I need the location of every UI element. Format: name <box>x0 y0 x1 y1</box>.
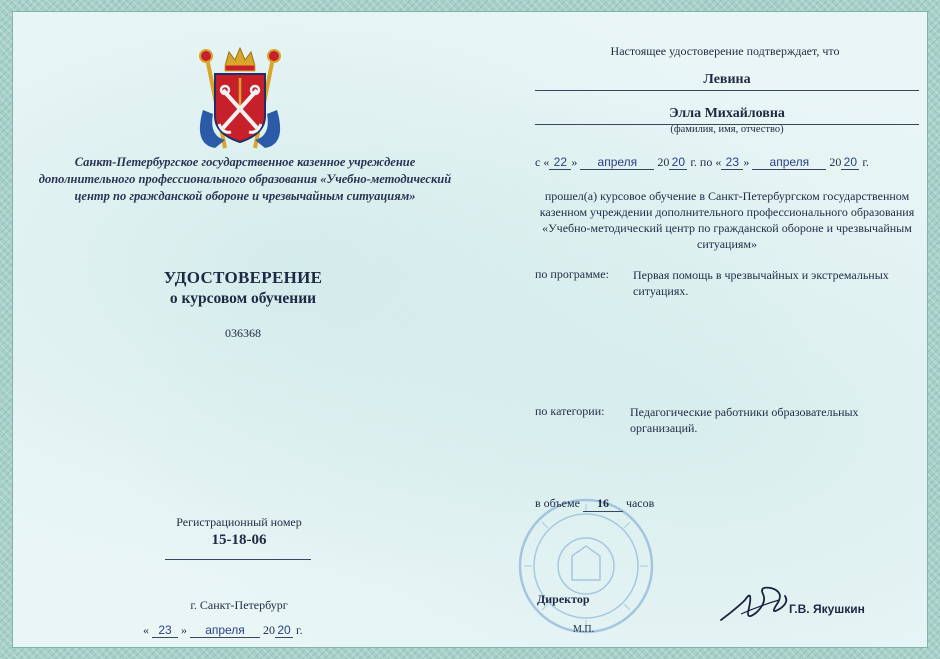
issue-date-close-quote: » <box>181 623 187 637</box>
period-to-year-mark: г. <box>862 155 869 169</box>
certificate-paper <box>12 11 928 648</box>
registration-underline <box>165 559 311 560</box>
confirmation-text: Настоящее удостоверение подтверждает, что <box>610 44 840 58</box>
period-from-year-mark: г. <box>690 155 697 169</box>
issue-date-month: апреля <box>190 623 260 638</box>
period-from-close: » <box>571 155 578 169</box>
issue-date-year-mark: г. <box>296 623 303 637</box>
period-from-year-suffix: 20 <box>669 155 687 170</box>
period-from-month: апреля <box>580 155 654 170</box>
director-label: Директор <box>537 592 590 606</box>
saint-petersburg-coat-of-arms-icon <box>185 44 295 156</box>
issue-date-open-quote: « <box>143 623 149 637</box>
training-description: прошел(а) курсовое обучение в Санкт-Петербургском государственном казенном учреждении дополнительного профессионального образования «Учебно-методический центр по гражданской обороне и чрезвычайным ситуациям» <box>539 189 915 251</box>
program-label: по программе: <box>535 267 609 281</box>
period-to-close: » <box>743 155 750 169</box>
issue-city: г. Санкт-Петербург <box>190 598 288 612</box>
issue-date-day: 23 <box>152 623 178 638</box>
program-name: Первая помощь в чрезвычайных и экстремальных ситуациях. <box>633 268 889 298</box>
category-label: по категории: <box>535 404 605 418</box>
course-volume <box>535 496 654 512</box>
period-from-prefix: с « <box>535 155 550 169</box>
period-to-prefix: по « <box>699 155 722 169</box>
issue-date <box>143 623 303 638</box>
holder-surname: Левина <box>535 72 919 91</box>
category-name: Педагогические работники образовательных организаций. <box>630 405 859 435</box>
handwritten-signature-icon <box>719 578 799 628</box>
volume-prefix: в объеме <box>535 496 580 510</box>
period-to-year-suffix: 20 <box>841 155 859 170</box>
signer-name: Г.В. Якушкин <box>789 602 865 616</box>
volume-hours: 16 <box>583 496 623 512</box>
volume-suffix: часов <box>625 496 655 510</box>
holder-given-names: Элла Михайловна <box>535 106 919 125</box>
certificate-subtitle: о курсовом обучении <box>169 290 317 307</box>
registration-number: 15-18-06 <box>211 532 267 548</box>
certificate-number: 036368 <box>225 326 261 340</box>
registration-label: Регистрационный номер <box>176 515 302 529</box>
issue-date-year-prefix: 20 <box>263 623 275 637</box>
period-from-day: 22 <box>549 155 571 170</box>
issue-date-year-suffix: 20 <box>275 623 293 638</box>
period-from-year-prefix: 20 <box>657 155 670 169</box>
round-seal-stamp-icon <box>516 496 656 636</box>
name-field-caption: (фамилия, имя, отчество) <box>670 124 784 135</box>
training-period <box>535 155 869 170</box>
period-to-month: апреля <box>752 155 826 170</box>
period-to-year-prefix: 20 <box>829 155 842 169</box>
stamp-place-mark: М.П. <box>573 624 595 635</box>
certificate-title: УДОСТОВЕРЕНИЕ <box>163 268 323 287</box>
organization-name: Санкт-Петербургское государственное казенное учреждение дополнительного профессионального образования «Учебно-методический центр по гражданской обороне и чрезвычайным ситуациям» <box>38 155 452 203</box>
period-to-day: 23 <box>721 155 743 170</box>
